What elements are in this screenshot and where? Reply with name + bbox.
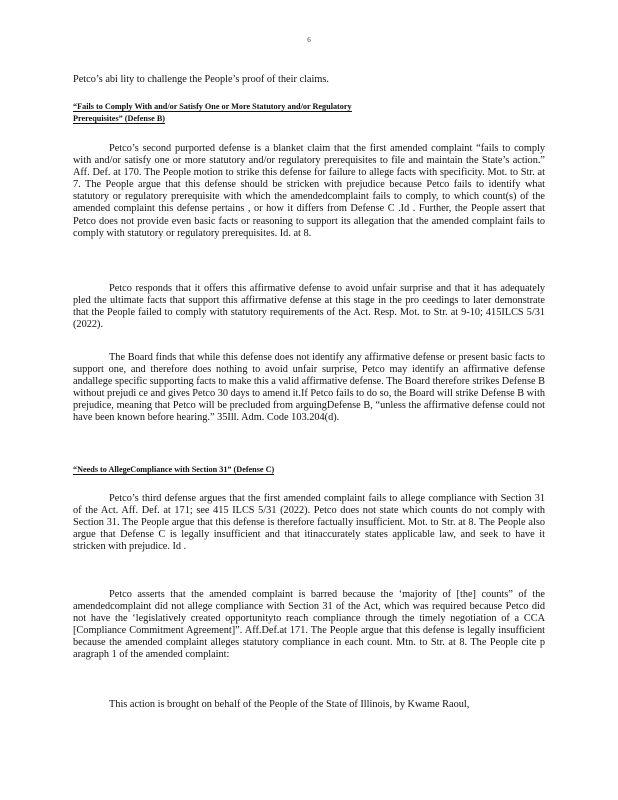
section-c-heading-text: “Needs to AllegeCompliance with Section 31” (Defense C) <box>73 465 275 474</box>
page-number: 6 <box>307 36 311 44</box>
section-c-paragraph-2 <box>73 589 545 662</box>
opening-line: Petco’s abi lity to challenge the People’s proof of their claims. <box>73 74 329 85</box>
section-b-paragraph-1 <box>73 143 545 240</box>
section-b-paragraph-2 <box>73 283 545 331</box>
section-b-paragraph-3 <box>73 352 545 425</box>
closing-line: This action is brought on behalf of the People of the State of Illinois, by Kwame Raoul, <box>109 699 470 710</box>
section-c-paragraph-1 <box>73 493 545 553</box>
section-c-p1-text: Petco’s third defense argues that the first amended complaint fails to allege compliance with Section 31 of the Act. Aff. Def. at 171; see 415 ILCS 5/31 (2022). Petco does not state which counts do not comply with Section 31. The People argue that this defense is therefore factually insufficient. Mot. to Str. at 8. The People also argue that Defense C is legally insufficient and that itinaccurately states applicable law, and seek to have it stricken with prejudice. Id . <box>73 493 545 553</box>
section-b-heading-line1: “Fails to Comply With and/or Satisfy One or More Statutory and/or Regulatory <box>73 102 352 111</box>
section-c-p2-text: Petco asserts that the amended complaint is barred because the ‘majority of [the] counts” of the amendedcomplaint did not allege compliance with Section 31 of the Act, which was required because Petco did not have the ‘legislatively created opportunityto reach compliance through the timely negotiation of a CCA [Compliance Commitment Agreement]”. Aff.Def.at 171. The People argue that this defense is legally insufficient because the amended complaint alleges statutory compliance in each count. Mtn. to Str. at 8. The People cite p aragraph 1 of the amended complaint: <box>73 589 545 661</box>
section-b-heading-line2: Prerequisites” (Defense B) <box>73 114 166 123</box>
section-b-p3-text: The Board finds that while this defense does not identify any affirmative defense or present basic facts to support one, and therefore does nothing to avoid unfair surprise, Petco may identify an affirmative defense andallege specific supporting facts to make this a valid affirmative defense. The Board therefore strikes Defense B without prejudi ce and gives Petco 30 days to amend it.If Petco fails to do so, the Board will strike Defense B with prejudice, meaning that Petco will be precluded from arguingDefense B, “unless the affirmative defense could not have been known before hearing.” 35Ill. Adm. Code 103.204(d). <box>73 352 545 424</box>
section-b-heading <box>73 101 485 125</box>
section-b-p1-text: Petco’s second purported defense is a blanket claim that the first amended complaint “fails to comply with and/or satisfy one or more statutory and/or regulatory prerequisites to file and maintain the State’s action.” Aff. Def. at 170. The People motion to strike this defense for failure to allege facts with specificity. Mot. to Str. at 7. The People argue that this defense should be stricken with prejudice because Petco fails to identify what statutory or regulatory prerequisite with which the amendedcomplaint fails to comply, to which count(s) of the amended complaint this defense pertains , or how it differs from Defense C .Id . Further, the People assert that Petco does not provide even basic facts or reasoning to support its allegation that the amended complaint fails to comply with statutory or regulatory prerequisites. Id. at 8. <box>73 143 545 239</box>
section-c-heading <box>73 464 485 476</box>
section-b-p2-text: Petco responds that it offers this affirmative defense to avoid unfair surprise and that it has adequately pled the ultimate facts that support this affirmative defense at this stage in the pro ceedings to later demonstrate that the People failed to comply with statutory requirements of the Act. Resp. Mot. to Str. at 9-10; 415ILCS 5/31 (2022). <box>73 283 545 331</box>
